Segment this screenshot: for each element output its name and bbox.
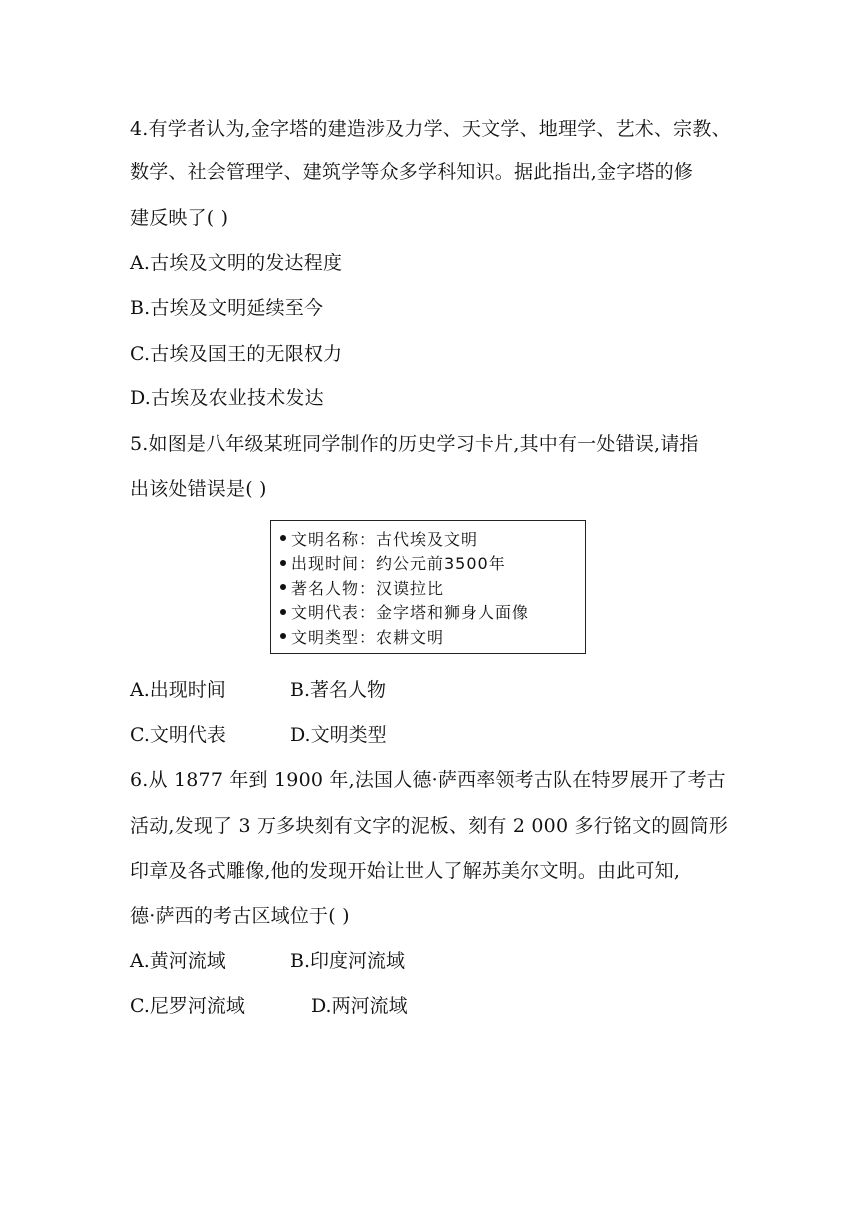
q6-stem-line-1: 6.从 1877 年到 1900 年,法国人德·萨西率领考古队在特罗展开了考古 (130, 769, 726, 791)
card-row (280, 526, 585, 551)
card-row (280, 575, 585, 600)
q6-stem-line-3: 印章及各式雕像,他的发现开始让世人了解苏美尔文明。由此可知, (130, 860, 681, 882)
q5-stem-line-2: 出该处错误是( ) (130, 478, 267, 500)
q5-option-a: A.出现时间 (130, 679, 226, 701)
card-row (280, 600, 585, 625)
q4-option-c: C.古埃及国王的无限权力 (130, 343, 343, 365)
q6-option-d: D.两河流域 (311, 995, 408, 1017)
bullet-icon (280, 609, 286, 615)
bullet-icon (280, 560, 286, 566)
bullet-icon (280, 535, 286, 541)
card-row-text: 著名人物：汉谟拉比 (291, 578, 445, 598)
bullet-icon (280, 584, 286, 590)
card-row-text: 文明类型：农耕文明 (291, 627, 445, 647)
card-row-text: 出现时间：约公元前3500年 (291, 554, 506, 574)
history-study-card (270, 520, 586, 654)
q6-stem-line-2: 活动,发现了 3 万多块刻有文字的泥板、刻有 2 000 多行铭文的圆筒形 (130, 815, 729, 837)
q5-option-d: D.文明类型 (290, 724, 387, 746)
q4-stem-line-3: 建反映了( ) (130, 207, 229, 229)
q4-option-b: B.古埃及文明延续至今 (130, 297, 324, 319)
q4-option-a: A.古埃及文明的发达程度 (130, 252, 343, 274)
q5-stem-line-1: 5.如图是八年级某班同学制作的历史学习卡片,其中有一处错误,请指 (130, 433, 699, 455)
bullet-icon (280, 633, 286, 639)
card-row-text: 文明名称：古代埃及文明 (291, 529, 479, 549)
q6-stem-line-4: 德·萨西的考古区域位于( ) (130, 905, 350, 927)
q6-option-a: A.黄河流域 (130, 950, 226, 972)
q4-stem-line-1: 4.有学者认为,金字塔的建造涉及力学、天文学、地理学、艺术、宗教、 (130, 118, 731, 140)
card-row (280, 551, 585, 576)
card-row (280, 624, 585, 649)
q6-option-b: B.印度河流域 (290, 950, 406, 972)
q4-option-d: D.古埃及农业技术发达 (130, 387, 324, 409)
q4-stem-line-2: 数学、社会管理学、建筑学等众多学科知识。据此指出,金字塔的修 (130, 161, 694, 183)
card-row-text: 文明代表：金字塔和狮身人面像 (291, 603, 530, 623)
q6-option-c: C.尼罗河流域 (130, 995, 245, 1017)
q5-option-c: C.文明代表 (130, 724, 226, 746)
q5-option-b: B.著名人物 (290, 679, 387, 701)
